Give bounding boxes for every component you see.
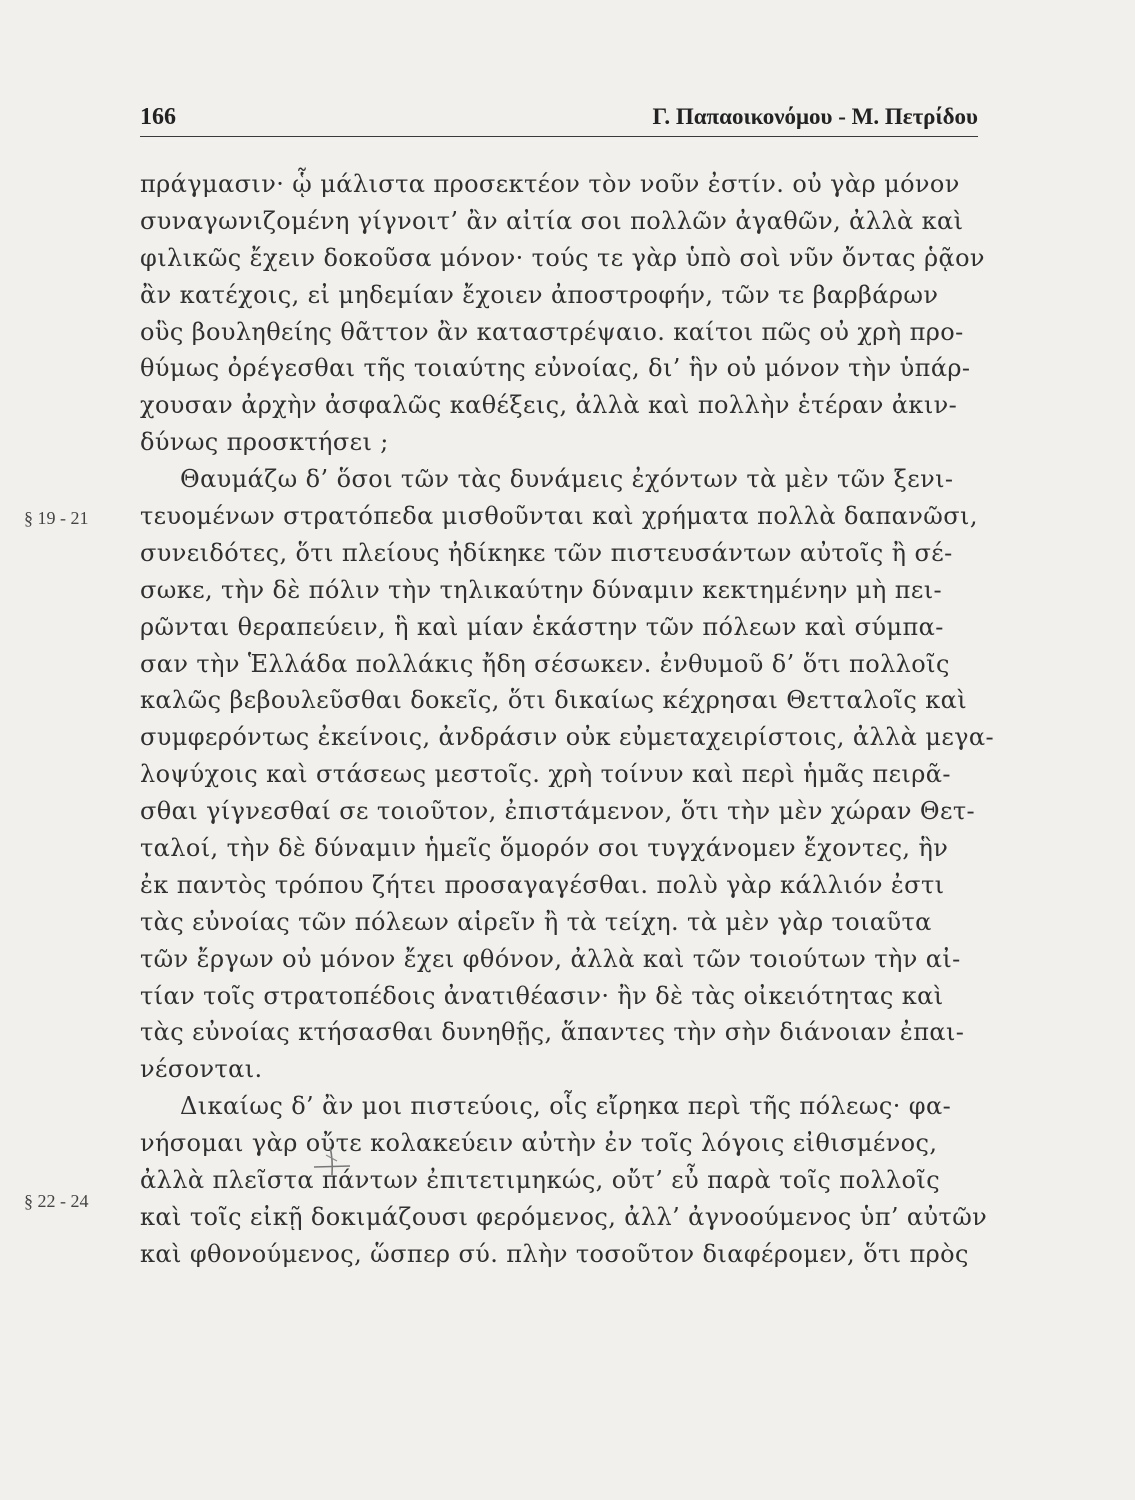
text-line: συναγωνιζομένη γίγνοιτ’ ἂν αἰτία σοι πολλῶν ἀγαθῶν, ἀλλὰ καὶ [140, 206, 964, 235]
paragraph-start-line: Δικαίως δ’ ἂν μοι πιστεύοις, οἷς εἴρηκα περὶ τῆς πόλεως· φα- [180, 1092, 952, 1121]
text-line: νέσονται. [140, 1055, 263, 1084]
text-line: τὰς εὐνοίας κτήσασθαι δυνηθῇς, ἅπαντες τὴν σὴν διάνοιαν ἐπαι- [140, 1018, 965, 1047]
page-header [140, 100, 978, 137]
text-line: καὶ τοῖς εἰκῇ δοκιμάζουσι φερόμενος, ἀλλ’ ἀγνοούμενος ὑπ’ αὐτῶν [140, 1202, 988, 1231]
text-line: συνειδότες, ὅτι πλείους ἠδίκηκε τῶν πιστευσάντων αὐτοῖς ἢ σέ- [140, 538, 953, 567]
text-line: πράγμασιν· ᾧ μάλιστα προσεκτέον τὸν νοῦν ἐστίν. οὐ γὰρ μόνον [140, 170, 960, 198]
text-line: θύμως ὀρέγεσθαι τῆς τοιαύτης εὐνοίας, δι’ ἣν οὐ μόνον τὴν ὑπάρ- [140, 354, 971, 383]
page-number: 166 [140, 104, 176, 130]
text-line: σωκε, τὴν δὲ πόλιν τὴν τηλικαύτην δύναμιν κεκτημένην μὴ πει- [140, 575, 943, 604]
text-line: καὶ φθονούμενος, ὥσπερ σύ. πλὴν τοσοῦτον διαφέρομεν, ὅτι πρὸς [140, 1239, 969, 1268]
text-line: ἂν κατέχοις, εἰ μηδεμίαν ἔχοιεν ἀποστροφήν, τῶν τε βαρβάρων [140, 280, 939, 309]
text-line: νήσομαι γὰρ οὔτε κολακεύειν αὐτὴν ἐν τοῖς λόγοις εἰθισμένος, [140, 1129, 938, 1158]
text-line: ρῶνται θεραπεύειν, ἣ καὶ μίαν ἑκάστην τῶν πόλεων καὶ σύμπα- [140, 612, 944, 641]
text-line: τῶν ἔργων οὐ μόνον ἔχει φθόνον, ἀλλὰ καὶ τῶν τοιούτων τὴν αἰ- [140, 944, 961, 973]
pencil-cross-mark [312, 1143, 352, 1179]
text-line: λοψύχοις καὶ στάσεως μεστοῖς. χρὴ τοίνυν καὶ περὶ ἡμᾶς πειρᾶ- [140, 760, 951, 789]
text-line: δύνως προσκτήσει ; [140, 428, 389, 457]
text-line: οὓς βουληθείης θᾶττον ἂν καταστρέψαιο. καίτοι πῶς οὐ χρὴ προ- [140, 317, 964, 346]
text-line: ἐκ παντὸς τρόπου ζήτει προσαγαγέσθαι. πολὺ γὰρ κάλλιόν ἐστι [140, 870, 945, 899]
text-line: φιλικῶς ἔχειν δοκοῦσα μόνον· τούς τε γὰρ ὑπὸ σοὶ νῦν ὄντας ῥᾷον [140, 243, 985, 272]
running-title: Γ. Παπαοικονόμου - Μ. Πετρίδου [652, 104, 978, 129]
paragraph-start-line: Θαυμάζω δ’ ὅσοι τῶν τὰς δυνάμεις ἐχόντων τὰ μὲν τῶν ξενι- [180, 465, 954, 494]
margin-note-section-19-21: § 19 - 21 [24, 508, 89, 528]
margin-note-section-22-24: § 22 - 24 [24, 1191, 89, 1211]
text-line: ταλοί, τὴν δὲ δύναμιν ἡμεῖς ὅμορόν σοι τυγχάνομεν ἔχοντες, ἣν [140, 834, 949, 863]
text-line: σθαι γίγνεσθαί σε τοιοῦτον, ἐπιστάμενον, ὅτι τὴν μὲν χώραν Θετ- [140, 797, 976, 826]
text-line: σαν τὴν Ἑλλάδα πολλάκις ἤδη σέσωκεν. ἐνθυμοῦ δ’ ὅτι πολλοῖς [140, 649, 950, 678]
text-line: τὰς εὐνοίας τῶν πόλεων αἱρεῖν ἢ τὰ τείχη. τὰ μὲν γὰρ τοιαῦτα [140, 907, 932, 936]
text-line: τίαν τοῖς στρατοπέδοις ἀνατιθέασιν· ἢν δὲ τὰς οἰκειότητας καὶ [140, 981, 944, 1010]
text-line: τευομένων στρατόπεδα μισθοῦνται καὶ χρήματα πολλὰ δαπανῶσι, [140, 502, 978, 531]
body-text [140, 166, 995, 1273]
text-line: καλῶς βεβουλεῦσθαι δοκεῖς, ὅτι δικαίως κέχρησαι Θετταλοῖς καὶ [140, 686, 968, 715]
text-line: συμφερόντως ἐκείνοις, ἀνδράσιν οὐκ εὐμεταχειρίστοις, ἀλλὰ μεγα- [140, 723, 995, 752]
text-line: χουσαν ἀρχὴν ἀσφαλῶς καθέξεις, ἀλλὰ καὶ πολλὴν ἑτέραν ἀκιν- [140, 391, 958, 420]
text-line: ἀλλὰ πλεῖστα πάντων ἐπιτετιμηκώς, οὔτ’ εὖ παρὰ τοῖς πολλοῖς [140, 1166, 941, 1195]
